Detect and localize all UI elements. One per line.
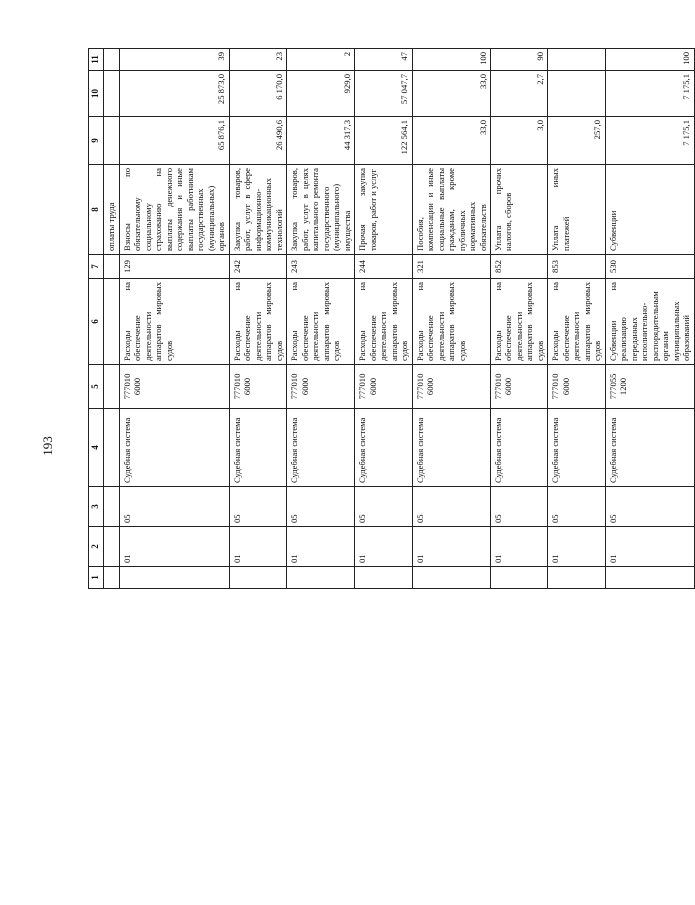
table-cell-c4: Судебная система	[287, 409, 355, 487]
table-cell-c8: Уплата иных платежей	[548, 165, 605, 255]
table-cell-c7: 244	[355, 255, 412, 279]
table-cell-c9: 7 175,1	[605, 117, 694, 165]
column-header: 11	[89, 49, 104, 71]
table-cell-c3: 05	[229, 487, 286, 527]
table-cell-c6: Расходы на обеспечение деятельности аппаратов мировых судов	[229, 279, 286, 365]
table-row	[229, 49, 286, 589]
table-cell-c2	[104, 527, 120, 567]
table-cell-c11: 90	[490, 49, 547, 71]
rotated-table-container	[88, 34, 692, 589]
column-header: 5	[89, 365, 104, 409]
table-cell-c2: 01	[355, 527, 412, 567]
table-cell-c11: 2	[287, 49, 355, 71]
table-cell-c11	[548, 49, 605, 71]
column-header: 2	[89, 527, 104, 567]
table-cell-c7: 852	[490, 255, 547, 279]
table-cell-c4	[104, 409, 120, 487]
table-cell-c9: 44 317,3	[287, 117, 355, 165]
table-row	[605, 49, 694, 589]
table-cell-c2: 01	[490, 527, 547, 567]
table-cell-c8: Закупка товаров, работ, услуг в сфере информационно-коммуникационных технологий	[229, 165, 286, 255]
table-cell-c9: 33,0	[412, 117, 490, 165]
table-cell-c1	[355, 567, 412, 589]
table-row	[548, 49, 605, 589]
table-cell-c3: 05	[490, 487, 547, 527]
table-cell-c2: 01	[120, 527, 230, 567]
column-header: 8	[89, 165, 104, 255]
table-cell-c10: 33,0	[412, 71, 490, 117]
table-cell-c8: оплаты труда	[104, 165, 120, 255]
table-cell-c3: 05	[412, 487, 490, 527]
column-header: 6	[89, 279, 104, 365]
table-cell-c1	[490, 567, 547, 589]
table-cell-c1	[229, 567, 286, 589]
table-cell-c10: 7 175,1	[605, 71, 694, 117]
table-cell-c5: 777010 6000	[548, 365, 605, 409]
table-cell-c4: Судебная система	[120, 409, 230, 487]
table-cell-c11: 100	[412, 49, 490, 71]
table-cell-c7: 321	[412, 255, 490, 279]
table-cell-c3: 05	[548, 487, 605, 527]
table-cell-c5: 777010 6000	[229, 365, 286, 409]
table-cell-c4: Судебная система	[548, 409, 605, 487]
table-cell-c11: 39	[120, 49, 230, 71]
table-cell-c6: Расходы на обеспечение деятельности аппаратов мировых судов	[120, 279, 230, 365]
table-cell-c6: Расходы на обеспечение деятельности аппаратов мировых судов	[412, 279, 490, 365]
table-cell-c5: 777010 6000	[355, 365, 412, 409]
table-cell-c10: 57 047,7	[355, 71, 412, 117]
table-row	[287, 49, 355, 589]
table-cell-c11: 23	[229, 49, 286, 71]
table-cell-c8: Пособия, компенсации и иные социальные выплаты гражданам, кроме публичных нормативных обязательств	[412, 165, 490, 255]
table-cell-c1	[120, 567, 230, 589]
table-cell-c6: Расходы на обеспечение деятельности аппаратов мировых судов	[287, 279, 355, 365]
table-row	[412, 49, 490, 589]
table-row	[104, 49, 120, 589]
table-cell-c5: 777010 6000	[287, 365, 355, 409]
table-cell-c4: Судебная система	[229, 409, 286, 487]
table-cell-c11: 47	[355, 49, 412, 71]
table-cell-c6: Расходы на обеспечение деятельности аппаратов мировых судов	[490, 279, 547, 365]
column-header: 10	[89, 71, 104, 117]
table-cell-c9: 122 564,1	[355, 117, 412, 165]
table-cell-c7	[104, 255, 120, 279]
table-cell-c9: 257,0	[548, 117, 605, 165]
table-cell-c5: 777010 6000	[120, 365, 230, 409]
table-cell-c6	[104, 279, 120, 365]
table-cell-c1	[605, 567, 694, 589]
table-cell-c9: 65 876,1	[120, 117, 230, 165]
table-cell-c5: 777010 6000	[412, 365, 490, 409]
table-row	[490, 49, 547, 589]
table-cell-c7: 243	[287, 255, 355, 279]
table-cell-c3: 05	[120, 487, 230, 527]
table-cell-c1	[287, 567, 355, 589]
table-cell-c2: 01	[605, 527, 694, 567]
table-cell-c11: 100	[605, 49, 694, 71]
table-cell-c7: 853	[548, 255, 605, 279]
column-header: 1	[89, 567, 104, 589]
table-cell-c2: 01	[548, 527, 605, 567]
table-cell-c2: 01	[412, 527, 490, 567]
table-cell-c1	[548, 567, 605, 589]
table-cell-c4: Судебная система	[355, 409, 412, 487]
table-body	[89, 49, 695, 589]
table-cell-c7: 530	[605, 255, 694, 279]
table-cell-c4: Судебная система	[490, 409, 547, 487]
table-cell-c1	[412, 567, 490, 589]
table-cell-c9: 3,0	[490, 117, 547, 165]
table-header-row	[89, 49, 104, 589]
table-row	[120, 49, 230, 589]
table-cell-c3: 05	[355, 487, 412, 527]
table-cell-c7: 242	[229, 255, 286, 279]
table-cell-c6: Расходы на обеспечение деятельности аппаратов мировых судов	[355, 279, 412, 365]
table-cell-c8: Субвенции	[605, 165, 694, 255]
table-cell-c10: 2,7	[490, 71, 547, 117]
table-cell-c10	[104, 71, 120, 117]
table-cell-c10	[548, 71, 605, 117]
table-cell-c8: Закупка товаров, работ, услуг в целях капитального ремонта государственного (муниципального) имущества	[287, 165, 355, 255]
column-header: 7	[89, 255, 104, 279]
column-header: 3	[89, 487, 104, 527]
column-header: 4	[89, 409, 104, 487]
table-cell-c6: Субвенции на реализацию переданных исполнительно-распорядительным органам муниципальных образований	[605, 279, 694, 365]
table-cell-c7: 129	[120, 255, 230, 279]
table-cell-c11	[104, 49, 120, 71]
table-cell-c9: 26 490,6	[229, 117, 286, 165]
table-cell-c8: Уплата прочих налогов, сборов	[490, 165, 547, 255]
table-cell-c2: 01	[287, 527, 355, 567]
column-header: 9	[89, 117, 104, 165]
table-cell-c8: Прочая закупка товаров, работ и услуг	[355, 165, 412, 255]
table-cell-c10: 6 170,0	[229, 71, 286, 117]
table-cell-c3	[104, 487, 120, 527]
page-number: 193	[40, 436, 55, 456]
table-row	[355, 49, 412, 589]
table-cell-c5	[104, 365, 120, 409]
table-cell-c6: Расходы на обеспечение деятельности аппаратов мировых судов	[548, 279, 605, 365]
table-cell-c1	[104, 567, 120, 589]
table-cell-c3: 05	[605, 487, 694, 527]
table-cell-c3: 05	[287, 487, 355, 527]
table-cell-c4: Судебная система	[412, 409, 490, 487]
table-cell-c4: Судебная система	[605, 409, 694, 487]
table-cell-c2: 01	[229, 527, 286, 567]
table-cell-c9	[104, 117, 120, 165]
budget-table	[88, 48, 695, 589]
table-cell-c8: Взносы по обязательному социальному страхованию на выплаты денежного содержания и иные выплаты работникам государственных (муниципальных) органов	[120, 165, 230, 255]
table-cell-c5: 777010 6000	[490, 365, 547, 409]
table-cell-c5: 777055 1200	[605, 365, 694, 409]
table-cell-c10: 25 873,0	[120, 71, 230, 117]
table-cell-c10: 929,0	[287, 71, 355, 117]
